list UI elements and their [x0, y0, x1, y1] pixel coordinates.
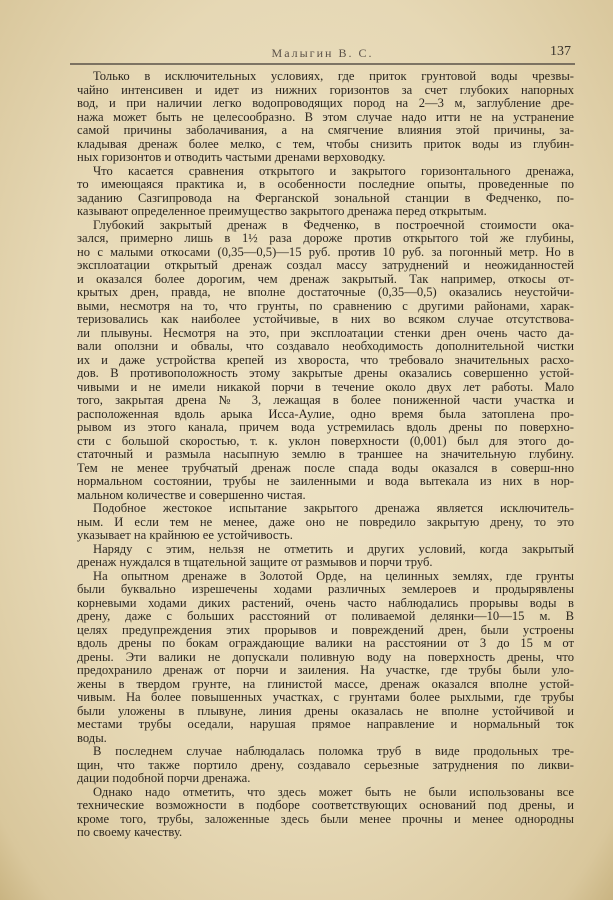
text-line: чайно интенсивен и идет из нижних горизонтов за счет глубоких напорных [77, 83, 574, 97]
text-line: и оказался более дорогим, чем дренаж закрытый. Так например, откосы от- [77, 272, 574, 286]
text-line: но с малыми откосами (0,35—0,5)—15 руб. против 10 руб. за погонный метр. Но в [77, 245, 574, 259]
text-line: чивыми и не имели никакой порчи в течение около двух лет работы. Мало [77, 380, 574, 394]
page-number: 137 [550, 44, 571, 59]
text-line: мальном количестве и совершенно чистая. [77, 488, 306, 502]
text-line: рывом из этого канала, причем вода устремилась вдоль дрены по поверхно- [77, 421, 574, 434]
text-line: ли плывуны. Несмотря на это, при эксплоатации стенки дрен очень часто да- [77, 326, 574, 340]
text-line: были уложены в плывуне, линия дрены оказалась не вполне устойчивой и [77, 704, 574, 718]
text-line: крытых дрен, правда, не вполне достаточные (0,35—0,5) оказались неустойчи- [77, 286, 574, 299]
text-line: корневыми ходами диких растений, очень часто наблюдались прорывы воды в [77, 596, 574, 610]
text-line: заданию Сазгипровода на Ферганской зональной станции в Федченко, по- [77, 191, 574, 205]
running-title: Малыгин В. С. [271, 46, 374, 60]
paragraph [77, 570, 574, 746]
text-line: самой причины заболачивания, а на смягчение влияния этой причины, за- [77, 124, 574, 137]
text-line: Наряду с этим, нельзя не отметить и других условий, когда закрытый [93, 542, 574, 556]
text-line: кладывая дренаж более мелко, с тем, чтобы снизить приток воды из глубин- [77, 137, 574, 151]
page-header [70, 44, 575, 62]
body-text [77, 70, 574, 840]
text-line: кроме того, трубы, заложенные здесь были менее прочны и менее однородны [77, 812, 574, 826]
paragraph [77, 502, 574, 543]
text-line: дренаж нуждался в тщательной защите от размывов и порчи труб. [77, 556, 433, 569]
text-line: выми, несмотря на то, что грунты, по сравнению с другими районами, харак- [77, 299, 574, 313]
text-line: ным. И если тем не менее, даже оно не повредило закрытую дрену, то это [77, 515, 574, 529]
text-line: теризовались как наиболее устойчивые, в них во всяком случае отсутствова- [77, 313, 574, 326]
paragraph [77, 786, 574, 840]
text-line: ных горизонтов и отводить частыми дренами верховодку. [77, 151, 386, 164]
paragraph [77, 70, 574, 165]
text-line: дации подобной порчи дренажа. [77, 772, 251, 785]
text-line: Что касается сравнения открытого и закрытого горизонтального дренажа, [93, 164, 574, 178]
text-line: технические возможности в подборе соответствующих оснований под дрены, и [77, 799, 574, 812]
text-line: казывают определенное преимущество закрытого дренажа перед открытым. [77, 205, 487, 218]
text-line: чивым. На более повышенных участках, с грунтами более рыхлыми, где трубы [77, 691, 574, 704]
text-line: дрену, даже с больших расстояний от поливаемой делянки—10—15 м. В [77, 610, 574, 623]
text-line: статочный и размыла насыпную землю в траншее на значительную глубину. [77, 448, 574, 461]
text-line: дов. В противоположность этому закрытые дрены оказались совершенно устой- [77, 367, 574, 380]
text-line: нажа может быть не целесообразно. В этом случае надо итти не на устранение [77, 110, 574, 124]
text-line: того, закрытая дрена № 3, лежащая в более пониженной части участка и [77, 394, 574, 407]
paragraph [77, 543, 574, 570]
paragraph [77, 745, 574, 786]
text-line: Однако надо отметить, что здесь может быть не были использованы все [93, 785, 574, 799]
text-line: Только в исключительных условиях, где приток грунтовой воды чрезвы- [93, 70, 574, 83]
text-line: местами трубы оседали, нарушая прямое направление и нормальный ток [77, 718, 574, 731]
text-line: дрены. Эти валики не допускали поливную воду на поверхность дрены, что [77, 650, 574, 664]
text-line: указывает на крайнюю ее устойчивость. [77, 529, 293, 542]
paragraph [77, 219, 574, 503]
text-line: расположенная вдоль арыка Исса-Аулие, одно время была затоплена про- [77, 407, 574, 421]
text-line: вали оползни и обвалы, что создавало необходимость дополнительной чистки [77, 340, 574, 353]
text-line: В последнем случае наблюдалась поломка труб в виде продольных тре- [93, 745, 574, 758]
text-line: сти с большой скоростью, т. к. уклон поверхности (0,001) был для этого до- [77, 434, 574, 448]
text-line: были буквально изрешечены ходами различных землероев и продырявлены [77, 583, 574, 596]
text-line: целях предупреждения этих прорывов и повреждений дрен, были устроены [77, 623, 574, 637]
text-line: вдоль дрены по бокам ограждающие валики на расстоянии от 3 до 15 м от [77, 637, 574, 650]
text-line: по своему качеству. [77, 826, 183, 839]
text-line: Подобное жестокое испытание закрытого дренажа является исключитель- [93, 502, 574, 515]
text-line: воды. [77, 731, 107, 745]
text-line: предохранило дренаж от порчи и заиления. На участке, где трубы были уло- [77, 664, 574, 677]
text-line: их и даже устройства крепей из хвороста, что требовало значительных расхо- [77, 353, 574, 367]
text-line: зался, примерно лишь в 1½ раза дороже против открытого той же глубины, [77, 232, 574, 245]
text-line: вод, и при наличии легко водопроводящих пород на 2—3 м, заглубление дре- [77, 97, 574, 110]
paragraph [77, 165, 574, 219]
text-line: Глубокий закрытый дренаж в Федченко, в построечной стоимости ока- [93, 218, 574, 232]
text-line: жены в твердом грунте, на глинистой массе, дренаж оказался вполне устой- [77, 677, 574, 691]
text-line: щин, что также портило дрену, создавало серьезные затруднения по ликви- [77, 758, 574, 772]
text-line: эксплоатации открытый дренаж создал массу затруднений и неожиданностей [77, 259, 574, 272]
header-rule [70, 63, 575, 65]
text-line: Тем не менее трубчатый дренаж после спада воды оказался в соверш-нно [77, 461, 574, 475]
text-line: то имеющаяся практика и, в особенности последние опыты, проведенные по [77, 178, 574, 191]
text-line: На опытном дренаже в Золотой Орде, на целинных землях, где грунты [93, 569, 574, 583]
text-line: нормальном состоянии, трубы не заиленными и вода вытекала из них в нор- [77, 475, 574, 488]
